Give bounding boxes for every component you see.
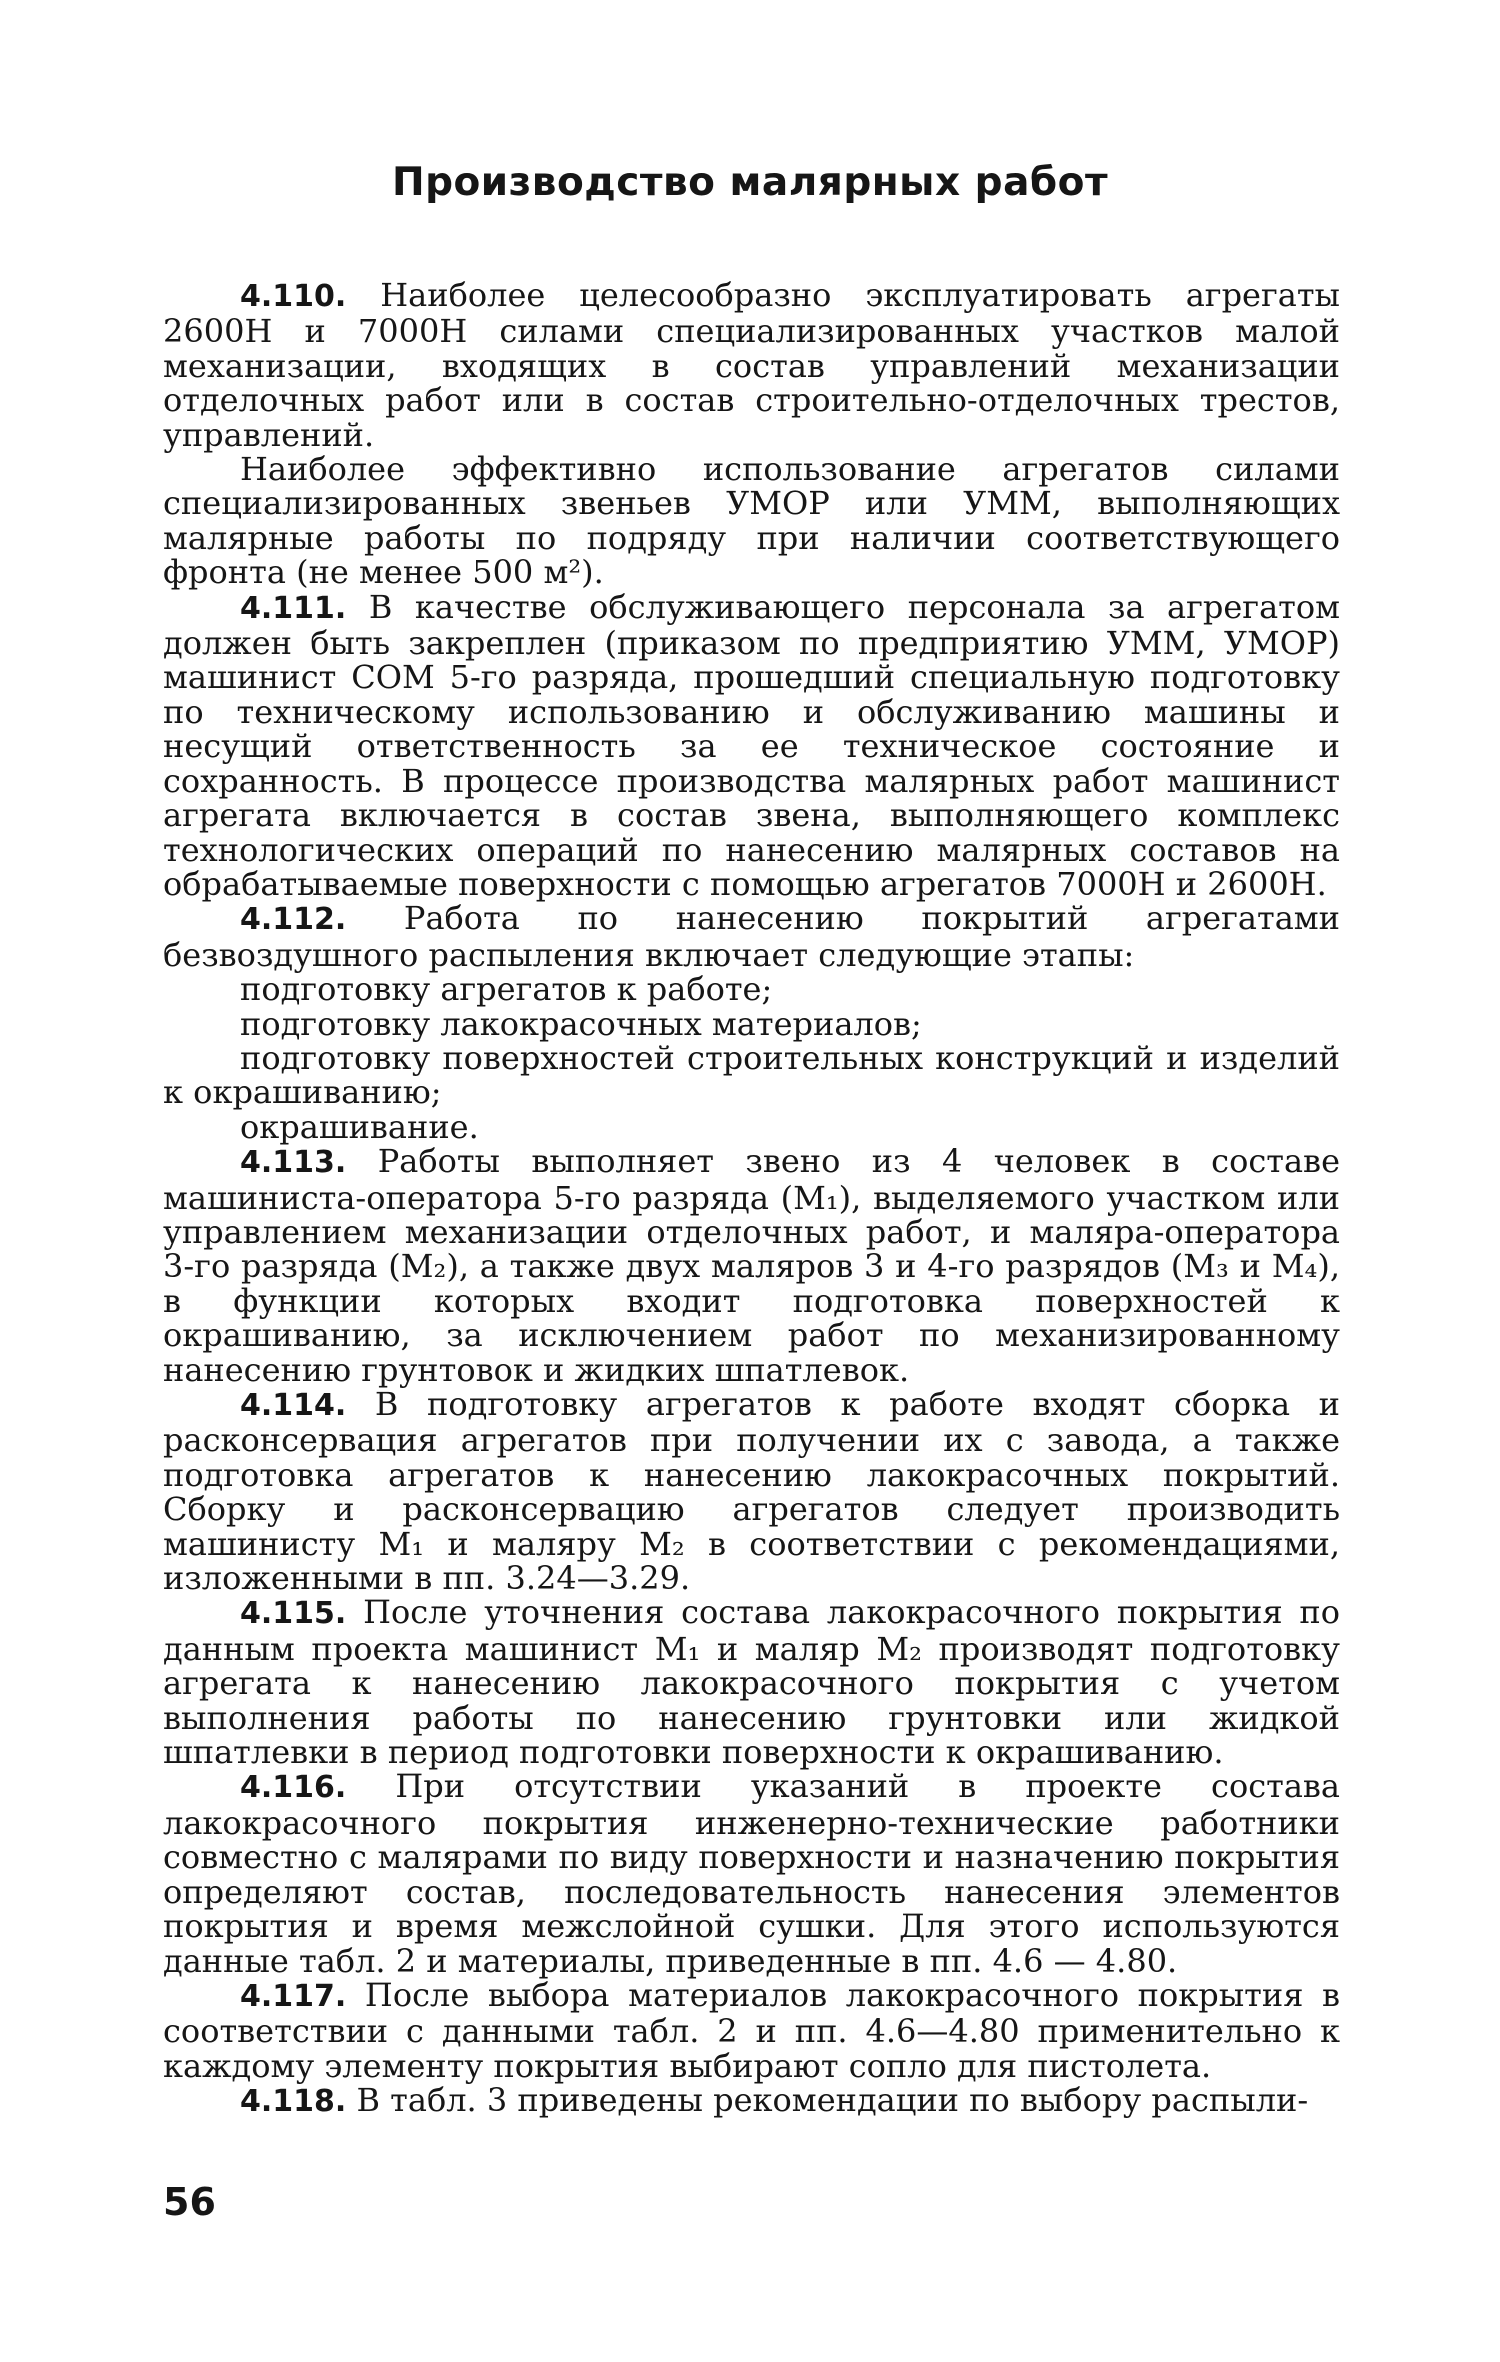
- list-item: окрашивание.: [240, 1107, 479, 1146]
- paragraph-number: 4.114.: [240, 1388, 347, 1423]
- paragraph-4-110-cont: [163, 452, 1340, 590]
- paragraph-text: Работы выполняет звено из 4 человек в составе машиниста-оператора 5-го разряда (М₁), выделяемого участком или управлением механизации отделочных работ, и маляра-оператора 3-го разряда (М₂), а также двух маляров 3 и 4-го разрядов (М₃ и М₄), в функции которых входит подготовка поверхностей к окрашиванию, за исключением работ по механизированному нанесению грунтовок и жидких шпатлевок.: [163, 1142, 1341, 1389]
- paragraph-4-118: [163, 2083, 1340, 2119]
- paragraph-number: 4.117.: [240, 1978, 347, 2014]
- paragraph-number: 4.113.: [240, 1145, 347, 1181]
- paragraph-text: Работа по нанесению покрытий агрегатами безвоздушного распыления включает следующие этапы:: [163, 899, 1340, 974]
- list-item: подготовку поверхностей строительных конструкций и изделий к окрашиванию;: [163, 1038, 1340, 1112]
- paragraph-4-113: [163, 1144, 1340, 1387]
- paragraph-4-117: [163, 1975, 1341, 2085]
- paragraph-4-110: [163, 278, 1340, 452]
- paragraph-4-115: [163, 1593, 1341, 1772]
- paragraph-4-111: [163, 587, 1341, 903]
- list-item: подготовку агрегатов к работе;: [240, 970, 773, 1009]
- paragraph-number: 4.116.: [240, 1770, 347, 1806]
- list-item: подготовку лакокрасочных материалов;: [240, 1004, 922, 1043]
- paragraph-text: Наиболее целесообразно эксплуатировать агрегаты 2600Н и 7000Н силами специализированных участков малой механизации, входящих в состав управлений механизации отделочных работ или в состав строительно-отделочных трестов, управлений.: [163, 276, 1341, 454]
- paragraph-number: 4.118.: [240, 2084, 347, 2120]
- paragraph-text: После выбора материалов лакокрасочного покрытия в соответствии с данными табл. 2 и пп. 4.6—4.80 применительно к каждому элементу покрытия выбирают сопло для пистолета.: [163, 1975, 1341, 2085]
- body-text: [163, 278, 1340, 2120]
- paragraph-number: 4.111.: [240, 590, 347, 626]
- paragraph-number: 4.115.: [240, 1596, 347, 1632]
- page-title: Производство малярных работ: [391, 160, 1109, 205]
- page-number: 56: [163, 2180, 216, 2224]
- paragraph-text: В табл. 3 приведены рекомендации по выбору распыли-: [356, 2081, 1309, 2120]
- paragraph-text: Наиболее эффективно использование агрегатов силами специализированных звеньев УМОР или УММ, выполняющих малярные работы по подряду при наличии соответствующего фронта (не менее 500 м²).: [163, 450, 1340, 592]
- paragraph-4-114: [163, 1385, 1341, 1598]
- paragraph-text: В подготовку агрегатов к работе входят сборка и расконсервация агрегатов при получении их с завода, а также подготовка агрегатов к нанесению лакокрасочных покрытий. Сборку и расконсервацию агрегатов следует производить машинисту М₁ и маляру М₂ в соответствии с рекомендациями, изложенными в пп. 3.24—3.29.: [163, 1385, 1341, 1598]
- paragraph-text: В качестве обслуживающего персонала за агрегатом должен быть закреплен (приказом по предприятию УММ, УМОР) машинист СОМ 5-го разряда, прошедший специальную подготовку по техническому использованию и обслуживанию машины и несущий ответственность за ее техническое состояние и сохранность. В процессе производства малярных работ машинист агрегата включается в состав звена, выполняющего комплекс технологических операций по нанесению малярных составов на обрабатываемые поверхности с помощью агрегатов 7000Н и 2600Н.: [163, 587, 1341, 903]
- paragraph-4-116: [163, 1767, 1340, 1980]
- paragraph-number: 4.110.: [240, 279, 347, 314]
- paragraph-4-112: [163, 901, 1340, 972]
- paragraph-number: 4.112.: [240, 902, 347, 938]
- paragraph-text: При отсутствии указаний в проекте состава лакокрасочного покрытия инженерно-технические работники совместно с малярами по виду поверхности и назначению покрытия определяют состав, последовательность нанесения элементов покрытия и время межслойной сушки. Для этого используются данные табл. 2 и материалы, приведенные в пп. 4.6 — 4.80.: [163, 1767, 1340, 1980]
- paragraph-text: После уточнения состава лакокрасочного покрытия по данным проекта машинист М₁ и маляр М₂ производят подготовку агрегата к нанесению лакокрасочного покрытия с учетом выполнения работы по нанесению грунтовки или жидкой шпатлевки в период подготовки поверхности к окрашиванию.: [163, 1593, 1341, 1772]
